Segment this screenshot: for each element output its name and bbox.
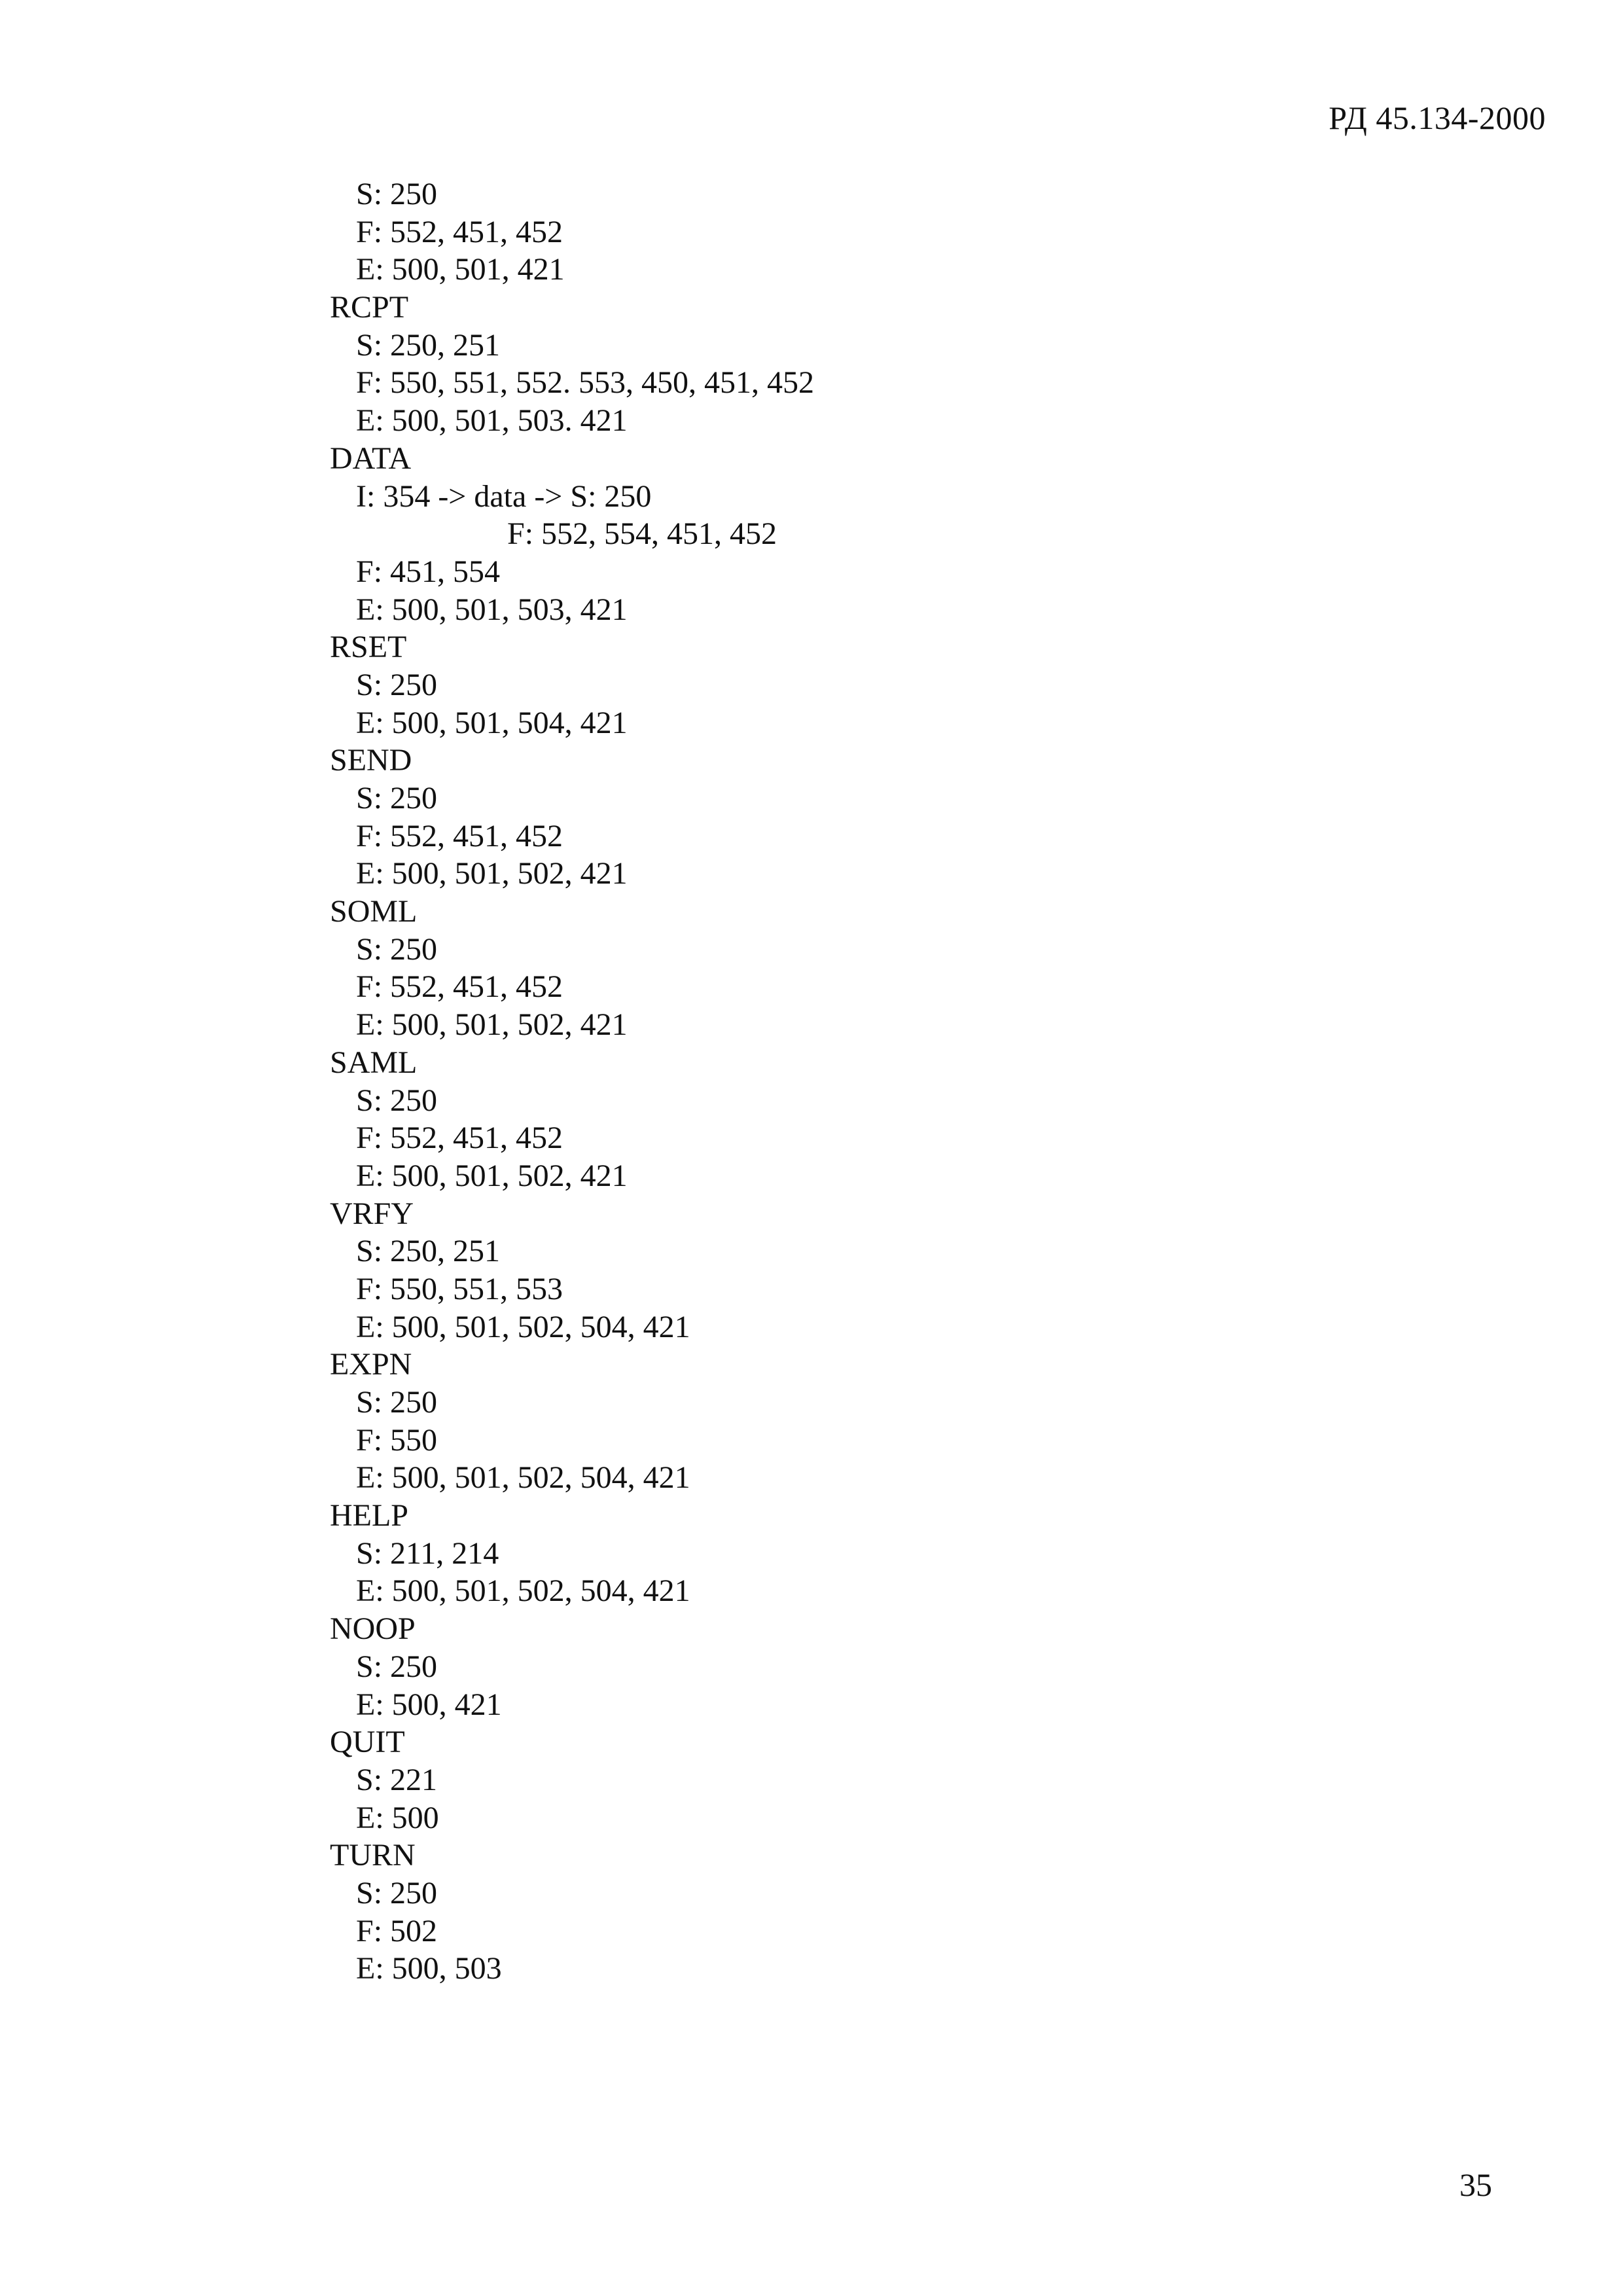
list-item: I: 354 -> data -> S: 250 — [356, 478, 652, 514]
list-item: F: 552, 451, 452 — [356, 969, 563, 1005]
page-number: 35 — [1459, 2166, 1492, 2203]
list-item: S: 250, 251 — [356, 1234, 501, 1269]
list-item: RCPT — [330, 290, 409, 325]
list-item: SAML — [330, 1045, 418, 1080]
list-item: F: 502 — [356, 1913, 438, 1948]
list-item: S: 250, 251 — [356, 327, 501, 363]
list-item: S: 250 — [356, 781, 438, 816]
list-item: S: 221 — [356, 1762, 438, 1797]
list-item: E: 500, 501, 502, 504, 421 — [356, 1460, 690, 1496]
list-item: S: 250 — [356, 1875, 438, 1910]
list-item: S: 250 — [356, 177, 438, 211]
list-item: RSET — [330, 630, 407, 665]
list-item: QUIT — [330, 1725, 405, 1760]
list-item: F: 550, 551, 552. 553, 450, 451, 452 — [356, 365, 815, 401]
list-item: E: 500, 501, 504, 421 — [356, 705, 628, 740]
list-item: F: 552, 451, 452 — [356, 214, 563, 249]
list-item: S: 211, 214 — [356, 1535, 499, 1571]
list-item: S: 250 — [356, 1385, 438, 1420]
list-item: VRFY — [330, 1196, 414, 1231]
list-item: S: 250 — [356, 1083, 438, 1118]
list-item: F: 451, 554 — [356, 554, 501, 589]
list-item: F: 552, 554, 451, 452 — [507, 516, 777, 552]
list-item: E: 500, 501, 502, 421 — [356, 1007, 628, 1043]
list-item: E: 500, 501, 421 — [356, 252, 565, 287]
list-item: E: 500, 501, 502, 421 — [356, 1158, 628, 1193]
smtp-reply-code-list — [330, 175, 1442, 1988]
list-item: F: 550 — [356, 1422, 438, 1458]
list-item: S: 250 — [356, 667, 438, 702]
list-item: TURN — [330, 1838, 416, 1873]
list-item: E: 500, 501, 503, 421 — [356, 592, 628, 627]
document-code: РД 45.134-2000 — [1329, 99, 1546, 136]
list-item: F: 552, 451, 452 — [356, 818, 563, 853]
list-item: E: 500, 501, 502, 421 — [356, 856, 628, 891]
list-item: E: 500, 501, 502, 504, 421 — [356, 1573, 690, 1609]
list-item: F: 552, 451, 452 — [356, 1121, 563, 1156]
list-item: E: 500 — [356, 1800, 439, 1835]
list-item: S: 250 — [356, 1649, 438, 1684]
list-item: S: 250 — [356, 931, 438, 967]
list-item: E: 500, 501, 503. 421 — [356, 403, 628, 439]
list-item: NOOP — [330, 1611, 416, 1647]
list-item: E: 500, 421 — [356, 1687, 502, 1722]
list-item: E: 500, 503 — [356, 1951, 502, 1986]
list-item: E: 500, 501, 502, 504, 421 — [356, 1309, 690, 1344]
list-item: SEND — [330, 743, 412, 778]
list-item: HELP — [330, 1498, 408, 1534]
list-item: EXPN — [330, 1347, 412, 1382]
list-item: SOML — [330, 894, 418, 929]
list-item: DATA — [330, 440, 412, 476]
list-item: F: 550, 551, 553 — [356, 1271, 563, 1306]
